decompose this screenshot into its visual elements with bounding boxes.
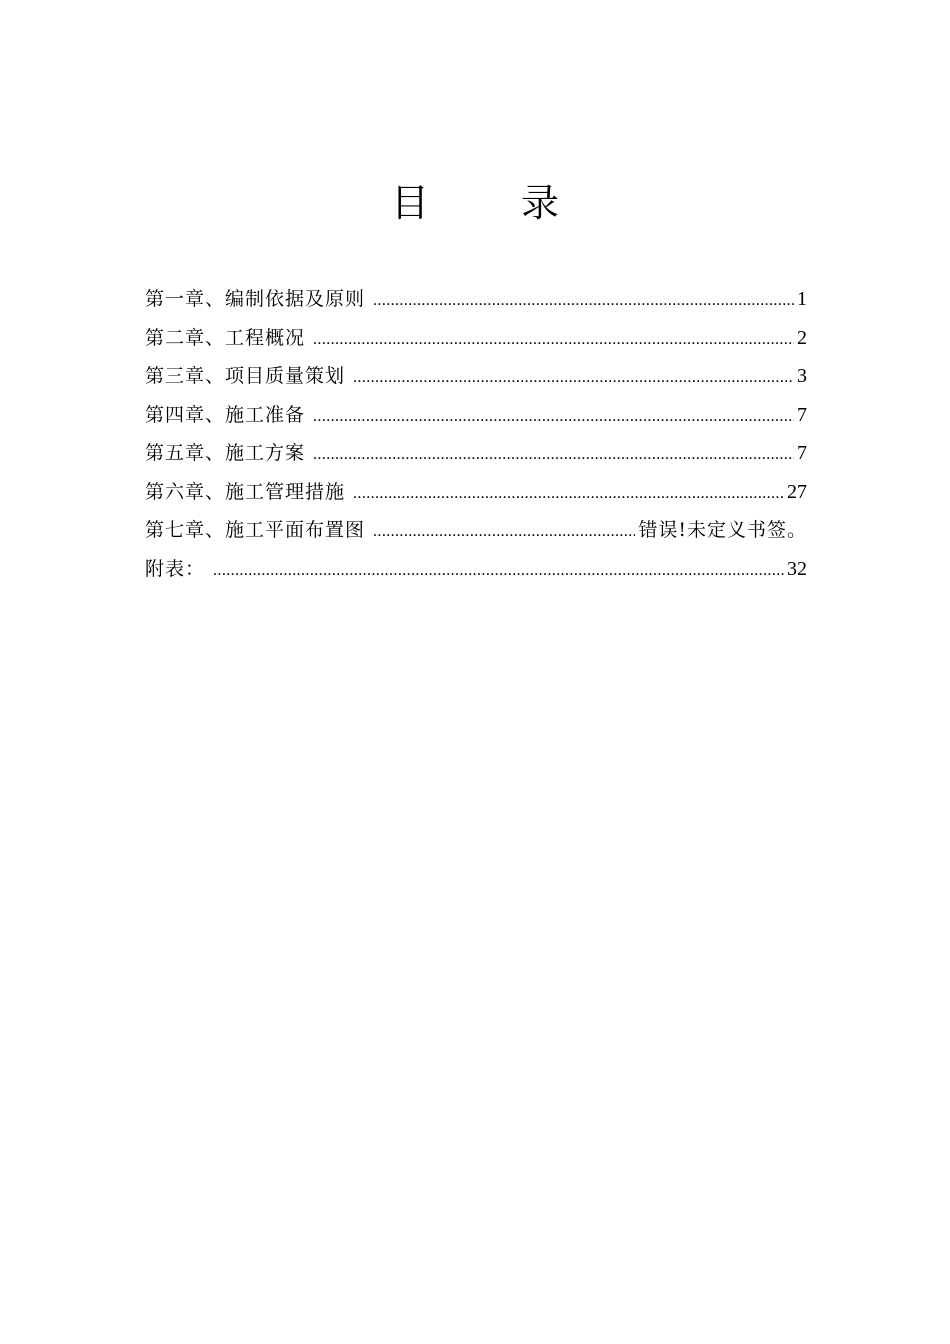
toc-entry-chapter-3[interactable] (145, 357, 807, 396)
toc-entry-chapter-5[interactable] (145, 434, 807, 473)
toc-leader-dots (313, 398, 794, 437)
toc-entry-label: 第四章、施工准备 (145, 403, 306, 426)
toc-leader-dots (373, 513, 635, 552)
toc-entry-appendix[interactable] (145, 550, 807, 589)
toc-entry-page: 1 (797, 288, 807, 310)
toc-leader-dots (353, 359, 794, 398)
toc-entry-chapter-2[interactable] (145, 319, 807, 358)
toc-entry-chapter-4[interactable] (145, 396, 807, 435)
toc-list (145, 280, 807, 588)
toc-entry-page: 7 (797, 403, 807, 426)
toc-entry-page: 3 (797, 365, 807, 387)
toc-entry-page: 7 (797, 442, 807, 464)
toc-leader-dots (313, 436, 794, 475)
toc-leader-dots (373, 282, 794, 321)
toc-entry-chapter-1[interactable] (145, 280, 807, 319)
toc-title-char-1: 目 (390, 181, 429, 225)
toc-entry-label: 第六章、施工管理措施 (145, 480, 346, 503)
toc-entry-label: 第一章、编制依据及原则 (145, 288, 366, 310)
toc-title (0, 176, 950, 230)
toc-leader-dots (313, 321, 794, 360)
toc-entry-page: 32 (787, 557, 807, 580)
toc-entry-page: 2 (797, 326, 807, 349)
toc-entry-label: 附表： (145, 557, 206, 580)
toc-title-char-2: 录 (521, 181, 560, 225)
toc-leader-dots (213, 552, 784, 591)
toc-leader-dots (353, 475, 784, 514)
toc-entry-chapter-6[interactable] (145, 473, 807, 512)
toc-entry-page-error: 错误!未定义书签。 (638, 519, 807, 541)
toc-entry-chapter-7[interactable] (145, 511, 807, 550)
toc-entry-label: 第三章、项目质量策划 (145, 365, 346, 387)
toc-entry-label: 第二章、工程概况 (145, 326, 306, 349)
toc-entry-label: 第七章、施工平面布置图 (145, 519, 366, 541)
toc-entry-label: 第五章、施工方案 (145, 442, 306, 464)
toc-entry-page: 27 (787, 480, 807, 503)
